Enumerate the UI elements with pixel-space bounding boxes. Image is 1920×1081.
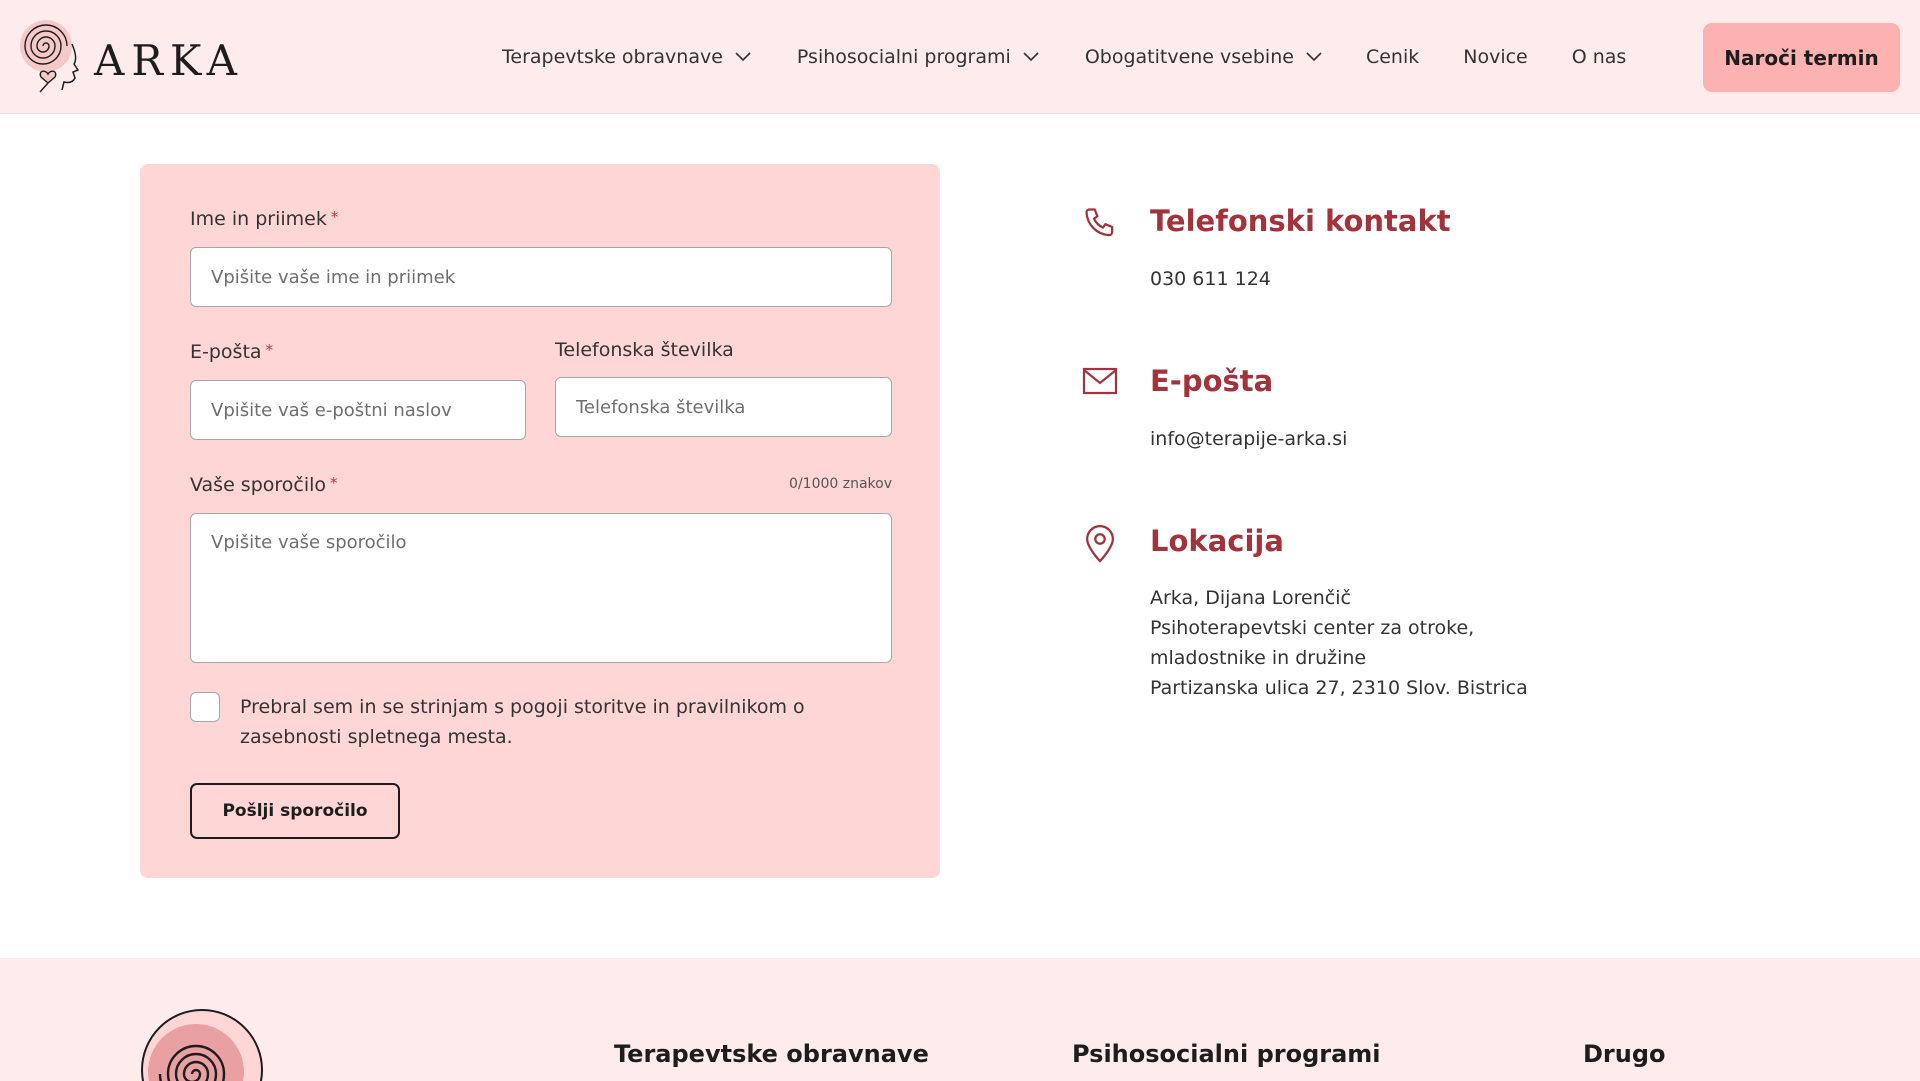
send-message-button[interactable]: Pošlji sporočilo (190, 783, 400, 839)
chevron-down-icon (735, 52, 751, 62)
message-textarea[interactable] (190, 513, 892, 663)
nav-item-label: Cenik (1365, 46, 1420, 68)
nav-item-label: Terapevtske obravnave (502, 46, 723, 68)
main-nav (502, 0, 1626, 114)
brand-logo[interactable] (18, 18, 244, 98)
site-footer (0, 958, 1920, 1081)
chevron-down-icon (1306, 52, 1322, 62)
email-label: E-pošta * (190, 341, 274, 363)
brand-name: ARKA (94, 35, 244, 85)
nav-item-cenik[interactable] (1366, 46, 1419, 68)
chevron-down-icon (1023, 52, 1039, 62)
address-line: mladostnike in družine (1150, 647, 1367, 669)
char-counter: 0/1000 znakov (789, 476, 892, 492)
consent-checkbox[interactable] (190, 692, 220, 722)
consent-text: Prebral sem in se strinjam s pogoji storitve in pravilnikom o zasebnosti spletnega mesta. (240, 696, 805, 748)
nav-item-terapevtske-obravnave[interactable] (502, 46, 751, 68)
name-label: Ime in priimek * (190, 208, 339, 230)
spiral-head-logo-icon (18, 18, 82, 98)
footer-heading-programs: Psihosocialni programi (1072, 1040, 1381, 1068)
footer-heading-therapies: Terapevtske obravnave (614, 1040, 929, 1068)
email-address[interactable]: info@terapije-arka.si (1150, 428, 1348, 450)
required-mark: * (330, 474, 338, 492)
phone-contact-title: Telefonski kontakt (1150, 204, 1451, 238)
footer-heading-other: Drugo (1583, 1040, 1666, 1068)
nav-item-label: Novice (1463, 46, 1528, 68)
phone-input[interactable] (555, 377, 892, 437)
nav-item-label: Psihosocialni programi (796, 46, 1011, 68)
email-contact-title: E-pošta (1150, 364, 1274, 398)
contact-form (140, 164, 940, 878)
nav-item-label: Obogatitvene vsebine (1084, 46, 1294, 68)
address (1150, 583, 1528, 703)
nav-item-obogatitvene-vsebine[interactable] (1085, 46, 1322, 68)
nav-item-label: O nas (1571, 46, 1627, 68)
location-title: Lokacija (1150, 524, 1284, 558)
footer-logo-icon (140, 1008, 264, 1081)
nav-item-novice[interactable] (1463, 46, 1528, 68)
site-header (0, 0, 1920, 114)
address-line: Arka, Dijana Lorenčič (1150, 587, 1351, 609)
required-mark: * (330, 208, 339, 226)
message-label: Vaše sporočilo * (190, 474, 338, 496)
address-line: Partizanska ulica 27, 2310 Slov. Bistrica (1150, 677, 1528, 699)
address-line: Psihoterapevtski center za otroke, (1150, 617, 1475, 639)
phone-number[interactable]: 030 611 124 (1150, 268, 1271, 290)
phone-label: Telefonska številka (555, 339, 734, 361)
nav-item-psihosocialni-programi[interactable] (797, 46, 1039, 68)
name-input[interactable] (190, 247, 892, 307)
nav-item-o-nas[interactable] (1572, 46, 1627, 68)
envelope-icon (1082, 366, 1118, 400)
book-appointment-button[interactable]: Naroči termin (1703, 23, 1900, 92)
required-mark: * (265, 341, 274, 359)
map-pin-icon (1082, 524, 1118, 568)
phone-icon (1082, 205, 1118, 245)
email-input[interactable] (190, 380, 526, 440)
